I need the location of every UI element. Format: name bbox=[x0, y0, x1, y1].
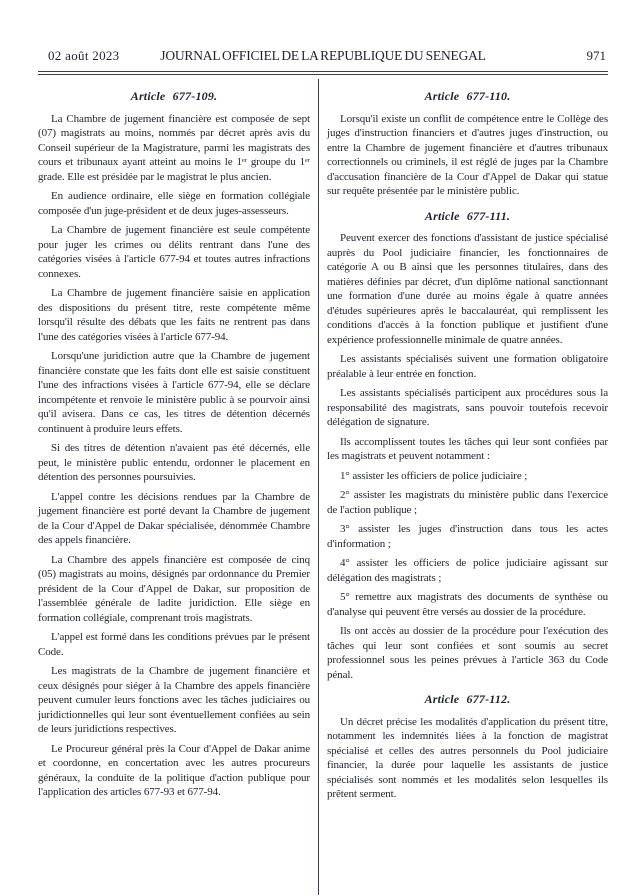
article-paragraph: 1° assister les officiers de police judiciaire ; bbox=[340, 469, 528, 482]
article-paragraph: La Chambre de jugement financière est seule compétente pour juger les crimes ou délits rentrant dans l'une des catégories visées à l'article 677-94 et toutes autres infractions connexes. bbox=[38, 224, 310, 280]
page-number: 971 bbox=[586, 48, 606, 63]
journal-title: JOURNAL OFFICIEL DE LA REPUBLIQUE DU SENEGAL bbox=[160, 48, 486, 63]
article-paragraph: 4° assister les officiers de police judiciaire agissant sur délégation des magistrats ; bbox=[327, 557, 608, 584]
article-paragraph: Ils accomplissent toutes les tâches qui leur sont confiées par les magistrats et peuvent notamment : bbox=[327, 435, 608, 462]
header-date: 02 août 2023 bbox=[48, 48, 120, 63]
article-paragraph: 2° assister les magistrats du ministère public dans l'exercice de l'action publique ; bbox=[327, 489, 608, 516]
article-paragraph: La Chambre de jugement financière saisie en application des dispositions du présent titre, reste compétente même lorsqu'il résulte des débats que les faits ne rentrent pas dans l'une des catégories visées à l'article 677-94. bbox=[38, 287, 310, 343]
article-paragraph: Les assistants spécialisés participent aux procédures sous la responsabilité des magistrats, sans pouvoir toutefois recevoir délégation de signature. bbox=[327, 387, 608, 428]
article-heading: Article 677-109. bbox=[130, 89, 218, 103]
article-paragraph: En audience ordinaire, elle siège en formation collégiale composée d'un juge-président et de deux juges-assesseurs. bbox=[38, 190, 310, 217]
article-paragraph: Un décret précise les modalités d'application du présent titre, notamment les indemnités liées à la fonction de magistrat spécialisé et celles des autres personnels du Pool judiciaire financier, la durée pour laquelle les assistants de justice spécialisés sont nommés et les modalités selon lesquelles ils prêtent serment. bbox=[327, 715, 608, 800]
article-paragraph: L'appel contre les décisions rendues par la Chambre de jugement financière est porté devant la Chambre de jugement de la Cour d'Appel de Dakar spécialisée, dénommée Chambre des appels financière. bbox=[38, 490, 310, 546]
article-paragraph: L'appel est formé dans les conditions prévues par le présent Code. bbox=[38, 631, 310, 658]
article-paragraph: 5° remettre aux magistrats des documents de synthèse ou d'analyse qui peuvent être versés au dossier de la procédure. bbox=[327, 591, 608, 618]
article-paragraph: Ils ont accès au dossier de la procédure pour l'exécution des tâches qui leur sont confiées et sont soumis au secret professionnel sous les peines prévues à l'article 363 du Code pénal. bbox=[327, 625, 608, 681]
article-paragraph: Si des titres de détention n'avaient pas été décernés, elle peut, le ministère public entendu, ordonner le placement en détention des personnes poursuivies. bbox=[38, 442, 310, 483]
article-paragraph: 3° assister les juges d'instruction dans tous les actes d'information ; bbox=[327, 523, 608, 550]
article-columns bbox=[38, 79, 608, 895]
page-header bbox=[38, 48, 608, 64]
column-divider bbox=[318, 79, 319, 895]
page-content bbox=[38, 48, 608, 895]
header-double-rule bbox=[38, 71, 608, 75]
right-column bbox=[327, 79, 608, 895]
article-paragraph: Les assistants spécialisés suivent une formation obligatoire préalable à leur entrée en fonction. bbox=[327, 353, 608, 380]
article-paragraph: Les magistrats de la Chambre de jugement financière et ceux désignés pour siéger à la Chambre des appels financière peuvent cumuler leurs fonctions avec les tâches judiciaires ou juridictionnelles qui leur sont éventuellement confiées au sein de leurs juridictions respectives. bbox=[38, 665, 310, 735]
article-paragraph: Peuvent exercer des fonctions d'assistant de justice spécialisé auprès du Pool judiciaire financier, les fonctionnaires de catégorie A ou B ainsi que les personnes titulaires, dans des matières définies par décret, d'un diplôme national sanctionnant une formation d'une durée au moins égale à quatre années d'études supérieures après le baccalauréat, qui remplissent les conditions d'accès à la fonction publique et justifient d'une expérience professionnelle minimale de quatre années. bbox=[327, 232, 608, 346]
article-paragraph: Lorsqu'il existe un conflit de compétence entre le Collège des juges d'instruction financiers et d'autres juges d'instruction, ou entre la Chambre de jugement financière et d'autres tribunaux correctionnels ou criminels, il est réglé de juges par la Chambre d'accusation financière de la Cour d'Appel de Dakar qui statue sur requête présentée par le ministère public. bbox=[327, 112, 608, 197]
article-paragraph: La Chambre des appels financière est composée de cinq (05) magistrats au moins, désignés par ordonnance du Premier président de la Cour d'Appel de Dakar, sur proposition de l'assemblée générale de ladite juridiction. Elle siège en formation collégiale, comprenant trois magistrats. bbox=[38, 553, 310, 624]
article-paragraph: Le Procureur général près la Cour d'Appel de Dakar anime et coordonne, en concertation avec les autres procureurs généraux, la conduite de la politique d'action publique pour l'application des articles 677-93 et 677-94. bbox=[38, 742, 310, 798]
article-paragraph: La Chambre de jugement financière est composée de sept (07) magistrats au moins, nommés par décret après avis du Conseil supérieur de la Magistrature, parmi les magistrats des cours et tribunaux ayant atteint au moins le 1ᵉʳ groupe du 1ᵉʳ grade. Elle est présidée par le magistrat le plus ancien. bbox=[38, 112, 310, 183]
article-paragraph: Lorsqu'une juridiction autre que la Chambre de jugement financière constate que les faits dont elle est saisie constituent l'une des infractions visées à l'article 677-94, elle se déclare incompétente et renvoie le ministère public à se pourvoir ainsi qu'il avisera. Dans ce cas, les titres de détention décernés continuent à produire leurs effets. bbox=[38, 350, 310, 435]
article-heading: Article 677-111. bbox=[424, 208, 511, 223]
article-heading: Article 677-110. bbox=[424, 89, 511, 103]
left-column bbox=[38, 79, 310, 895]
article-heading: Article 677-112. bbox=[424, 692, 511, 706]
